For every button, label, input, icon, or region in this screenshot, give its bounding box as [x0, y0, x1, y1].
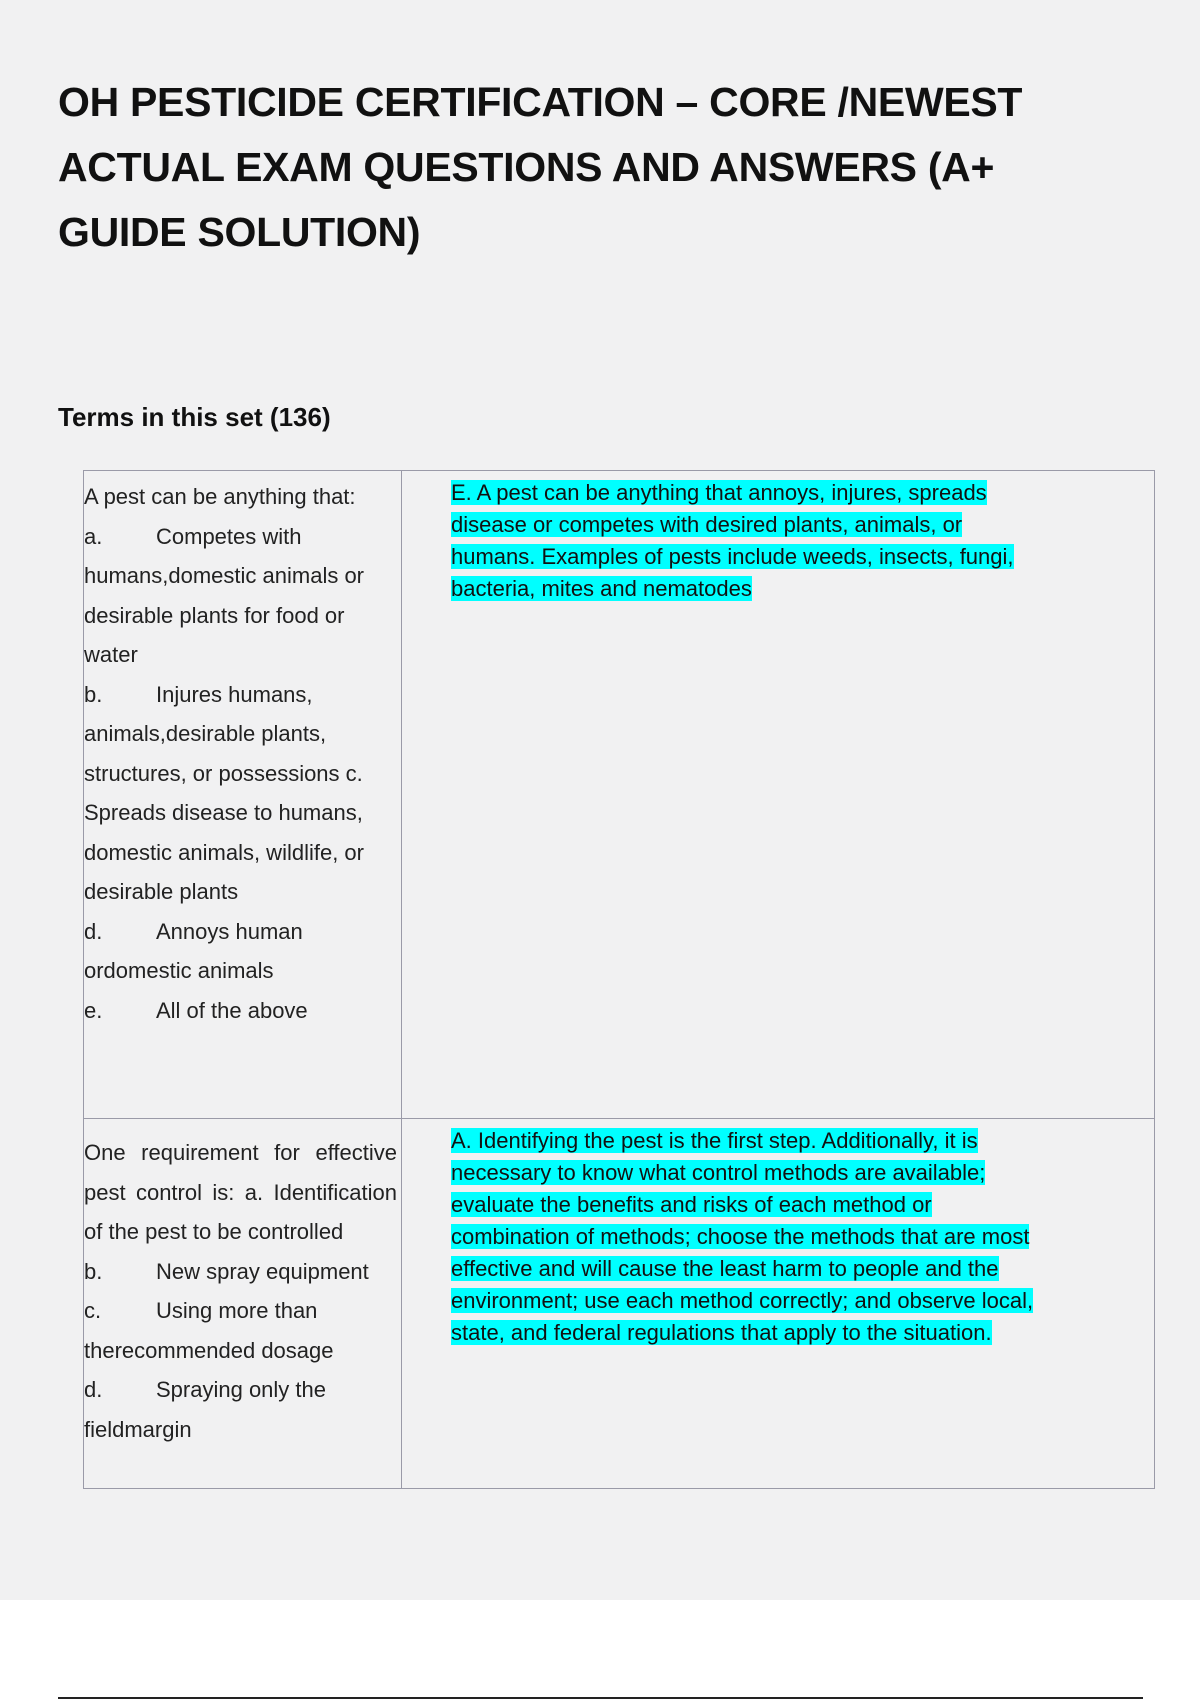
- term-text: [84, 1133, 401, 1252]
- option-text: humans,domestic animals or: [84, 563, 365, 588]
- document-title: OH PESTICIDE CERTIFICATION – CORE /NEWEST ACTUAL EXAM QUESTIONS AND ANSWERS (A+ GUIDE SOLUTION): [58, 79, 1023, 255]
- option-text: therecommended dosage: [84, 1337, 334, 1363]
- option-line: [84, 1291, 397, 1331]
- option-letter: a.: [84, 523, 103, 549]
- option-letter: c.: [84, 1298, 102, 1323]
- term-options: [84, 1252, 401, 1450]
- terms-set-heading: Terms in this set (136): [58, 402, 331, 432]
- table-row: [84, 1119, 1155, 1489]
- term-stem: One requirement for effective pest control is: a. Identification of the pest to be controlled: [84, 1140, 397, 1244]
- term-text: [84, 477, 401, 1030]
- definition-text: [402, 471, 1051, 605]
- terms-table: [83, 470, 1155, 1489]
- option-line: [84, 714, 397, 754]
- option-text: animals,desirable plants,: [84, 721, 327, 746]
- option-line: [84, 951, 397, 991]
- option-line: [84, 635, 397, 675]
- option-line: [84, 556, 397, 596]
- option-text: ordomestic animals: [84, 958, 274, 983]
- option-letter: e.: [84, 997, 103, 1023]
- highlighted-answer: E. A pest can be anything that annoys, injures, spreads disease or competes with desired plants, animals, or humans. Examples of pests include weeds, insects, fungi, bacteria, mites and nematodes: [451, 480, 1014, 601]
- definition-text: [402, 1119, 1051, 1349]
- option-text: Competes with: [156, 523, 302, 549]
- option-letter: b.: [84, 1258, 103, 1284]
- definition-cell: [402, 1119, 1155, 1489]
- term-stem: A pest can be anything that:: [84, 484, 356, 509]
- option-text: desirable plants for food or: [84, 602, 345, 628]
- option-text: domestic animals, wildlife, or: [84, 839, 364, 865]
- highlighted-answer: A. Identifying the pest is the first step. Additionally, it is necessary to know what control methods are available; evaluate the benefits and risks of each method or combination of methods; choose the methods that are most effective and will cause the least harm to people and the environment; use each method correctly; and observe local, state, and federal regulations that apply to the situation.: [451, 1128, 1034, 1345]
- option-line: [84, 1331, 397, 1371]
- option-text: structures, or possessions c.: [84, 760, 363, 786]
- option-text: desirable plants: [84, 879, 239, 904]
- option-text: All of the above: [156, 997, 308, 1023]
- table-row: [84, 471, 1155, 1119]
- option-line: [84, 1410, 397, 1450]
- option-line: [84, 596, 397, 636]
- option-text: Spreads disease to humans,: [84, 800, 363, 825]
- option-text: fieldmargin: [84, 1416, 192, 1442]
- option-letter: b.: [84, 681, 103, 707]
- term-cell: [84, 471, 402, 1119]
- option-text: Using more than: [156, 1298, 318, 1323]
- option-text: Spraying only the: [156, 1377, 326, 1402]
- definition-cell: [402, 471, 1155, 1119]
- option-line: [84, 793, 397, 833]
- option-line: [84, 991, 397, 1031]
- option-line: [84, 833, 397, 873]
- option-letter: d.: [84, 1377, 103, 1402]
- term-cell: [84, 1119, 402, 1489]
- option-line: [84, 754, 397, 794]
- option-text: Annoys human: [156, 918, 303, 944]
- option-line: [84, 517, 397, 557]
- option-text: Injures humans,: [156, 681, 313, 707]
- option-line: [84, 1370, 397, 1410]
- option-line: [84, 1252, 397, 1292]
- option-text: New spray equipment: [156, 1258, 369, 1284]
- option-line: [84, 872, 397, 912]
- option-text: water: [84, 642, 138, 667]
- footer-divider: [58, 1697, 1143, 1699]
- option-line: [84, 675, 397, 715]
- option-letter: d.: [84, 918, 103, 944]
- option-line: [84, 912, 397, 952]
